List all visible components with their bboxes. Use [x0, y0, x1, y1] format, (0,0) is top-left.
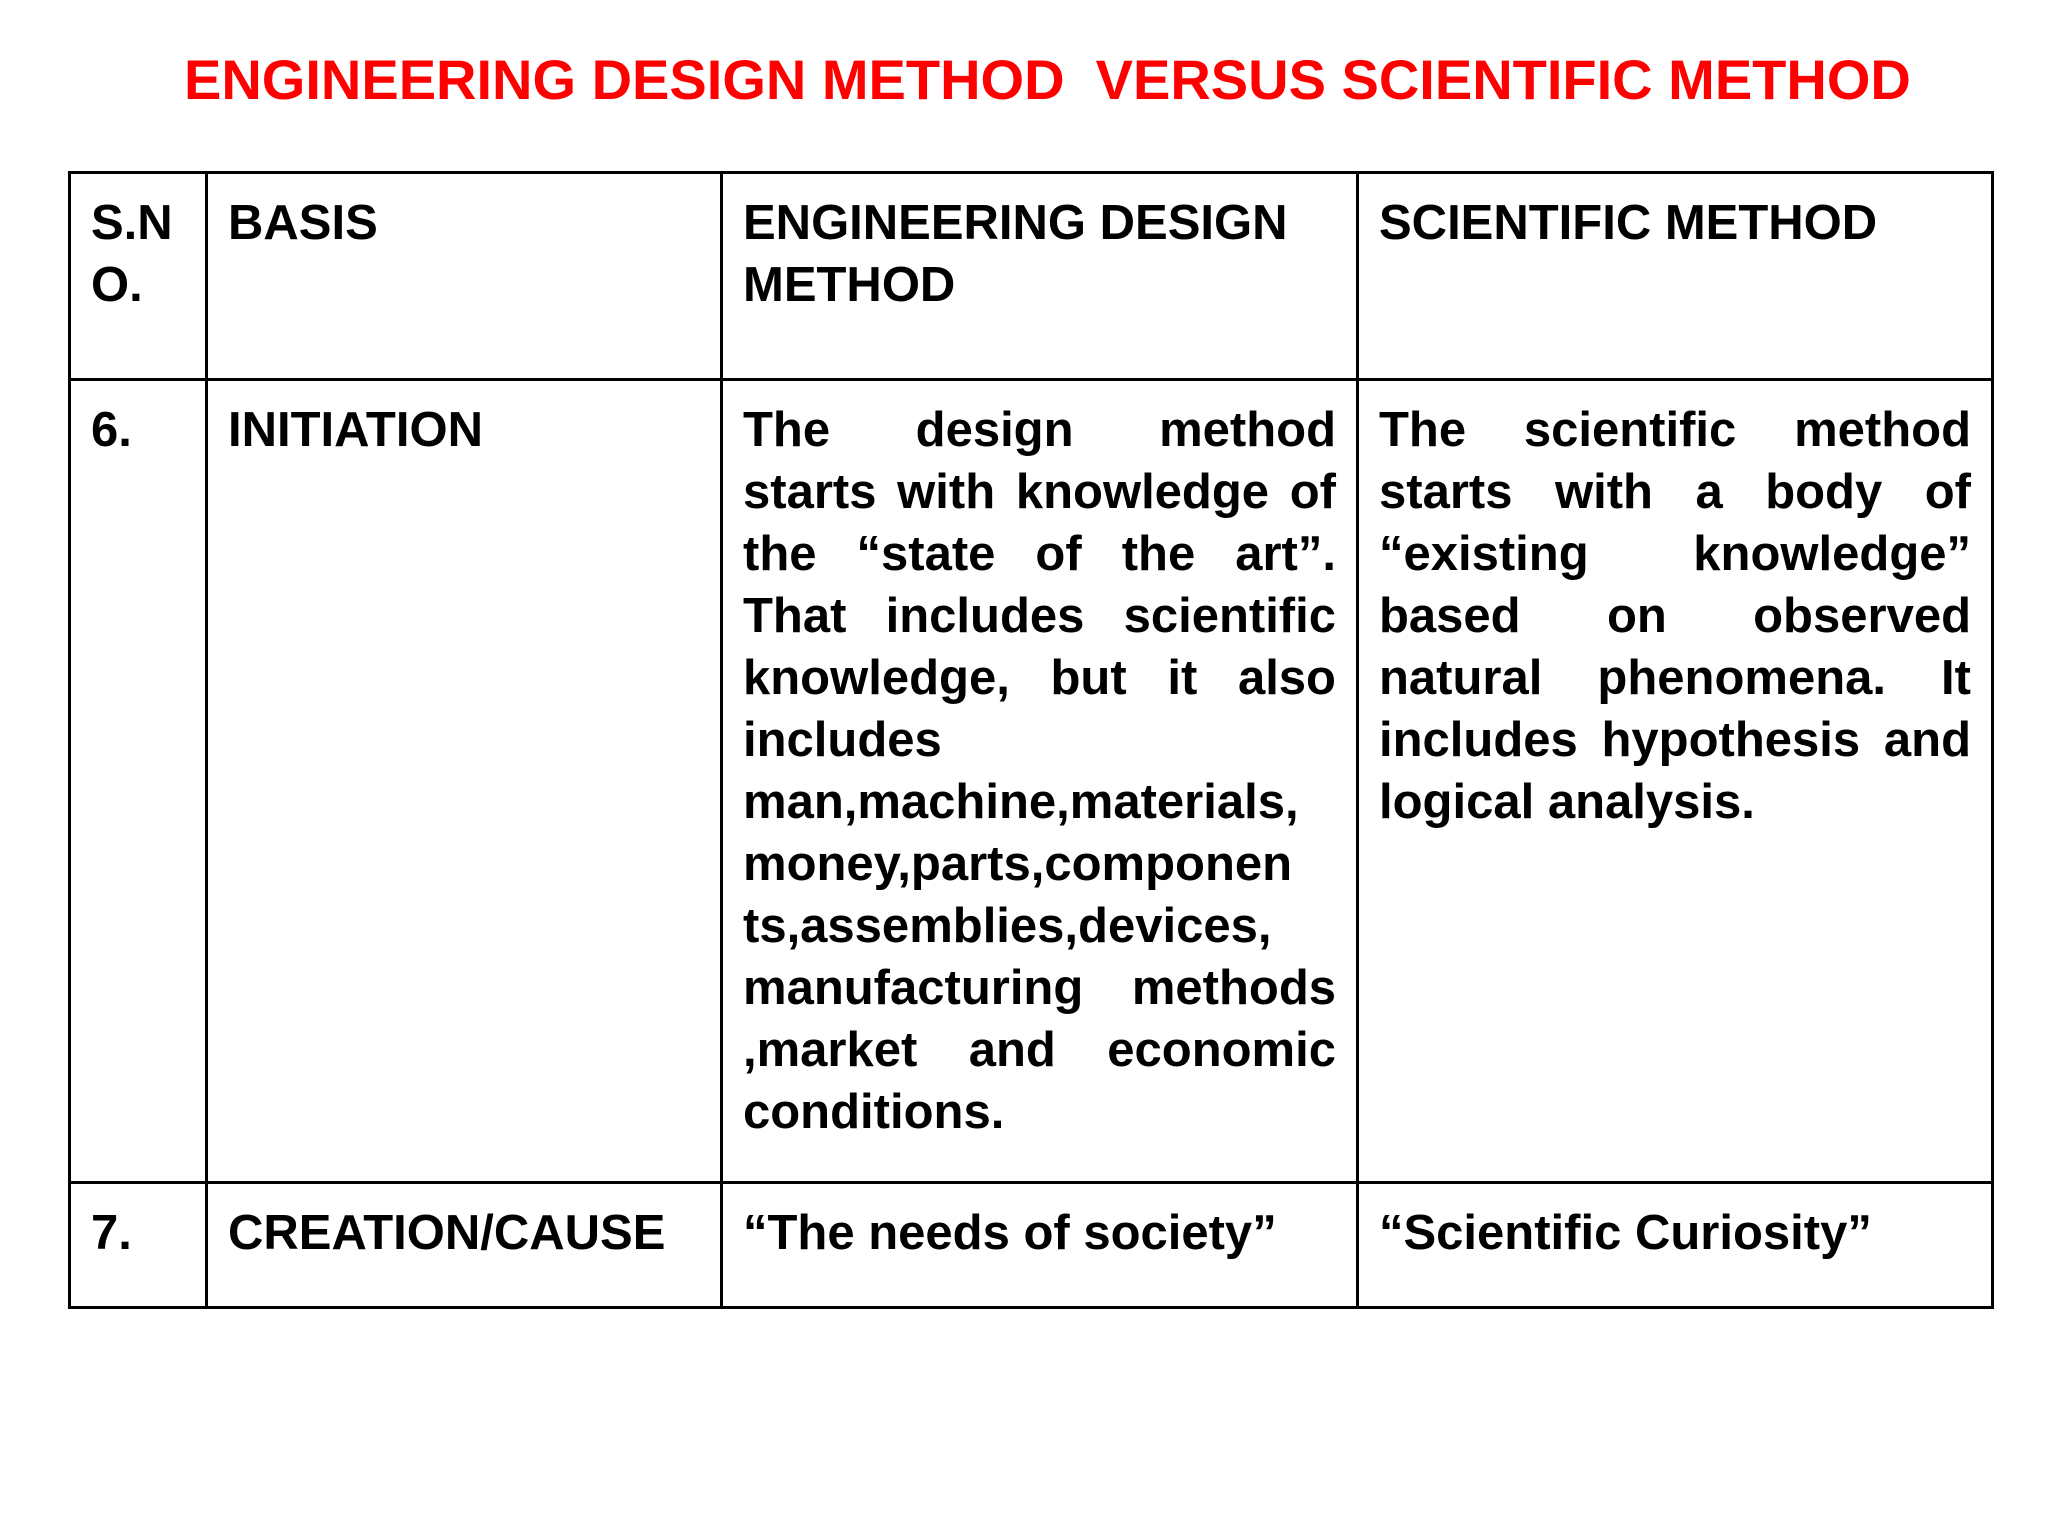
table-row: [70, 1183, 1993, 1308]
header-engineering-design-method: ENGINEERING DESIGN METHOD: [722, 173, 1358, 380]
row-scientific-text: “Scientific Curiosity”: [1358, 1183, 1993, 1308]
table-row: [70, 380, 1993, 1183]
comparison-table: [68, 171, 1994, 1309]
header-basis: BASIS: [207, 173, 722, 380]
row-sno: 7.: [70, 1183, 207, 1308]
table-header-row: [70, 173, 1993, 380]
row-engineering-text: The design method starts with knowledge of the “state of the art”. That includes scientific knowledge, but it also includes man,machine,materials, money,parts,componen ts,assemblies,devices, manufacturing methods ,market and economic conditions.: [722, 380, 1358, 1183]
row-basis: INITIATION: [207, 380, 722, 1183]
header-sno: S.N O.: [70, 173, 207, 380]
row-scientific-text: The scientific method starts with a body of “existing knowledge” based on observed natural phenomena. It includes hypothesis and logical analysis.: [1358, 380, 1993, 1183]
row-sno: 6.: [70, 380, 207, 1183]
row-engineering-text: “The needs of society”: [722, 1183, 1358, 1308]
row-basis: CREATION/CAUSE: [207, 1183, 722, 1308]
slide-title: ENGINEERING DESIGN METHOD VERSUS SCIENTIFIC METHOD: [184, 48, 1911, 111]
header-scientific-method: SCIENTIFIC METHOD: [1358, 173, 1993, 380]
